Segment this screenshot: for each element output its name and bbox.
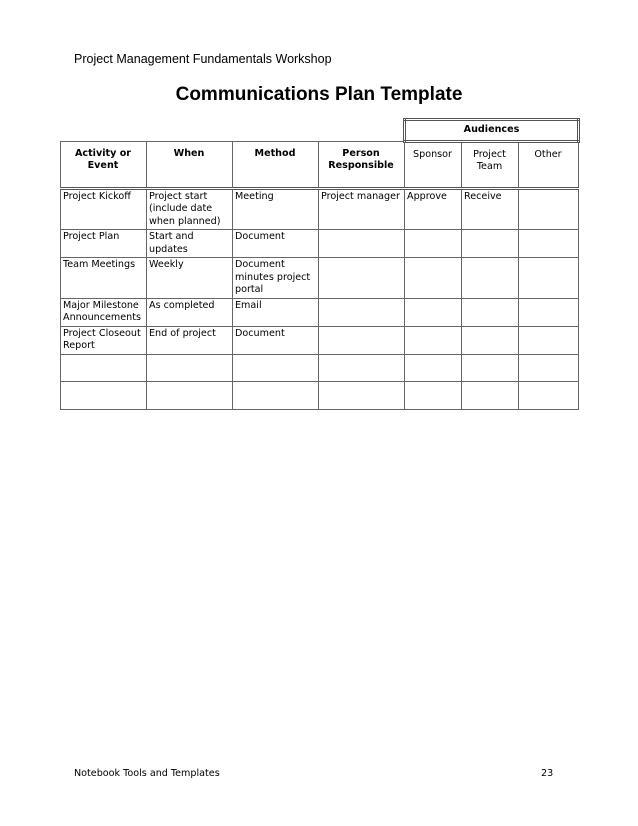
table-cell (519, 326, 579, 354)
table-cell: Approve (405, 188, 462, 230)
table-cell (61, 381, 147, 409)
table-cell: Document (233, 230, 319, 258)
table-cell: Document (233, 326, 319, 354)
table-cell: Major Milestone Announcements (61, 298, 147, 326)
table-row (61, 381, 579, 409)
column-header-activity: Activity or Event (61, 141, 147, 188)
table-cell (462, 354, 519, 381)
table-cell (405, 258, 462, 299)
column-header-other: Other (519, 141, 579, 188)
table-cell (462, 258, 519, 299)
table-row (61, 188, 579, 230)
table-cell: Project Kickoff (61, 188, 147, 230)
table-cell (61, 354, 147, 381)
table-cell (147, 381, 233, 409)
empty-spacer-cell (61, 120, 405, 142)
table-cell (519, 188, 579, 230)
column-header-when: When (147, 141, 233, 188)
table-cell: Team Meetings (61, 258, 147, 299)
table-cell (233, 381, 319, 409)
column-header-method: Method (233, 141, 319, 188)
column-header-row (61, 141, 579, 188)
table-cell (519, 298, 579, 326)
workshop-header: Project Management Fundamentals Workshop (74, 52, 332, 66)
column-header-person-responsible: Person Responsible (319, 141, 405, 188)
footer-section-label: Notebook Tools and Templates (74, 768, 220, 779)
table-cell (319, 298, 405, 326)
table-cell (147, 354, 233, 381)
table-row (61, 230, 579, 258)
column-header-project-team: Project Team (462, 141, 519, 188)
table-cell (462, 230, 519, 258)
table-cell: End of project (147, 326, 233, 354)
communications-plan-table (60, 118, 580, 410)
table-cell: Project manager (319, 188, 405, 230)
table-row (61, 354, 579, 381)
table-cell (405, 354, 462, 381)
table-row (61, 298, 579, 326)
audiences-header: Audiences (405, 120, 579, 142)
table-cell (319, 258, 405, 299)
table-cell: Start and updates (147, 230, 233, 258)
table-cell (462, 298, 519, 326)
table-cell (519, 381, 579, 409)
table-cell (319, 326, 405, 354)
table-cell: Weekly (147, 258, 233, 299)
table-cell: Project start (include date when planned) (147, 188, 233, 230)
column-header-sponsor: Sponsor (405, 141, 462, 188)
table-cell (319, 354, 405, 381)
table-cell: Meeting (233, 188, 319, 230)
table-cell (319, 381, 405, 409)
table-cell (462, 381, 519, 409)
page-number: 23 (541, 768, 554, 779)
table-cell (519, 230, 579, 258)
table-cell: Document minutes project portal (233, 258, 319, 299)
table-row (61, 258, 579, 299)
table-cell (519, 258, 579, 299)
page-title: Communications Plan Template (175, 84, 463, 105)
table-cell (519, 354, 579, 381)
table-cell: As completed (147, 298, 233, 326)
table-cell: Email (233, 298, 319, 326)
table-cell (405, 381, 462, 409)
table-cell (233, 354, 319, 381)
table-cell (405, 298, 462, 326)
table-cell (319, 230, 405, 258)
table-cell (405, 230, 462, 258)
table-cell: Project Plan (61, 230, 147, 258)
audiences-row (61, 120, 579, 142)
table-cell: Project Closeout Report (61, 326, 147, 354)
table-cell (462, 326, 519, 354)
table-cell (405, 326, 462, 354)
table-cell: Receive (462, 188, 519, 230)
table-row (61, 326, 579, 354)
